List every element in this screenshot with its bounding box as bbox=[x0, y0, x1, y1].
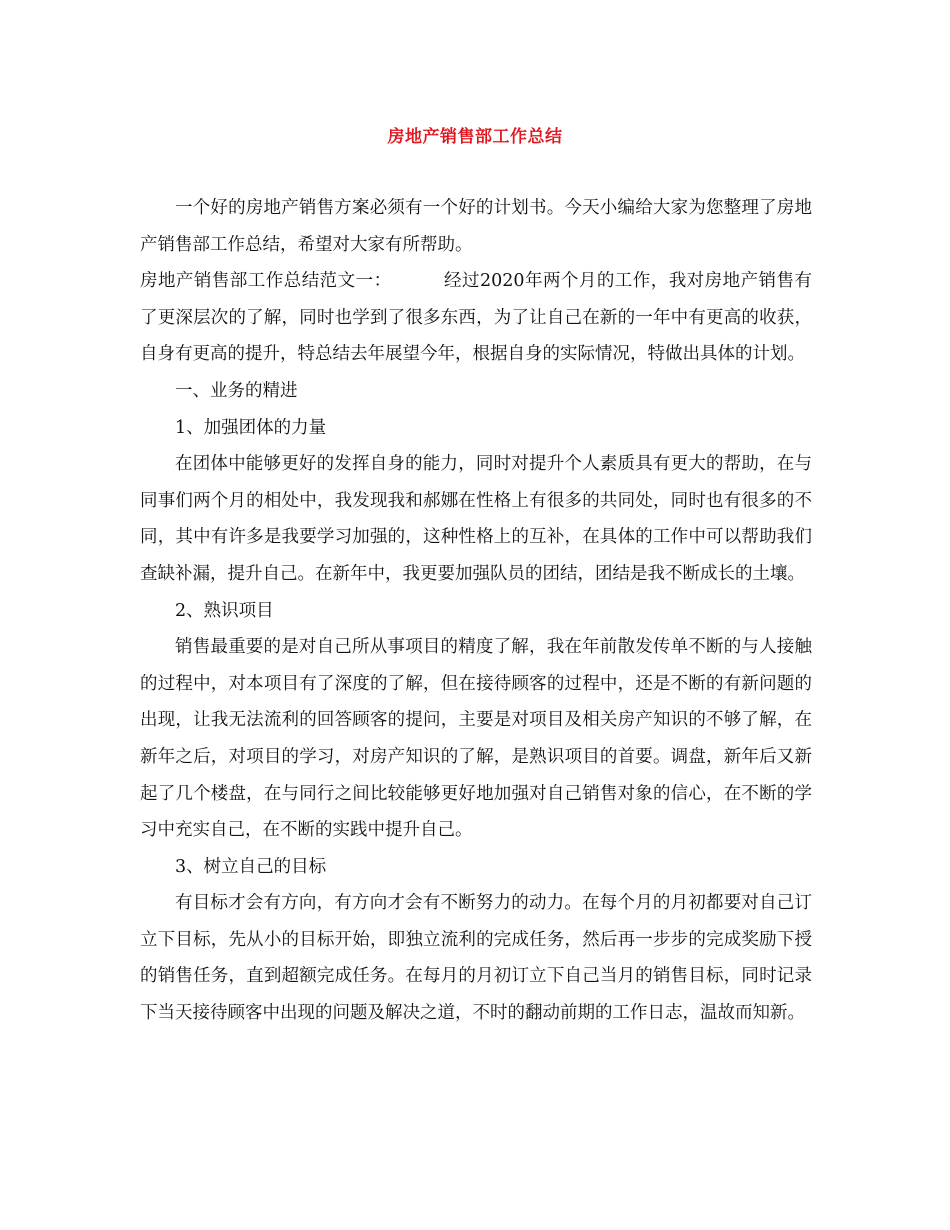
item-heading-3: 3、树立自己的目标 bbox=[175, 856, 327, 877]
intro-paragraph: 一个好的房地产销售方案必须有一个好的计划书。今天小编给大家为您整理了房地产销售部工作总结，希望对大家有所帮助。 bbox=[140, 198, 812, 255]
document-body bbox=[140, 190, 812, 1032]
item-body-1: 在团体中能够更好的发挥自身的能力，同时对提升个人素质具有更大的帮助，在与同事们两个月的相处中，我发现我和郝娜在性格上有很多的共同处，同时也有很多的不同，其中有许多是我要学习加强的，这种性格上的互补，在具体的工作中可以帮助我们查缺补漏，提升自己。在新年中，我更要加强队员的团结，团结是我不断成长的土壤。 bbox=[140, 454, 812, 584]
section-heading-1: 一、业务的精进 bbox=[175, 380, 298, 401]
document-title: 房地产销售部工作总结 bbox=[387, 127, 563, 147]
item-body-3: 有目标才会有方向，有方向才会有不断努力的动力。在每个月的月初都要对自己订立下目标，先从小的目标开始，即独立流利的完成任务，然后再一步步的完成奖励下授的销售任务，直到超额完成任务。在每月的月初订立下自己当月的销售目标，同时记录下当天接待顾客中出现的问题及解决之道，不时的翻动前期的工作日志，温故而知新。 bbox=[140, 893, 812, 1024]
item-heading-1: 1、加强团体的力量 bbox=[175, 417, 327, 438]
item-heading-2: 2、熟识项目 bbox=[175, 600, 274, 621]
item-body-2: 销售最重要的是对自己所从事项目的精度了解，我在年前散发传单不断的与人接触的过程中，对本项目有了深度的了解，但在接待顾客的过程中，还是不断的有新问题的出现，让我无法流利的回答顾客的提问，主要是对项目及相关房产知识的不够了解，在新年之后，对项目的学习，对房产知识的了解，是熟识项目的首要。调盘，新年后又新起了几个楼盘，在与同行之间比较能够更好地加强对自己销售对象的信心，在不断的学习中充实自己，在不断的实践中提升自己。 bbox=[140, 637, 812, 841]
sample-paragraph bbox=[140, 263, 812, 373]
sample-paragraph-text: 经过2020年两个月的工作，我对房地产销售有了更深层次的了解，同时也学到了很多东西，为了让自己在新的一年中有更高的收获，自身有更高的提升，特总结去年展望今年，根据自身的实际情况，特做出具体的计划。 bbox=[140, 271, 812, 365]
sample-heading-label: 房地产销售部工作总结范文一： bbox=[140, 271, 392, 292]
